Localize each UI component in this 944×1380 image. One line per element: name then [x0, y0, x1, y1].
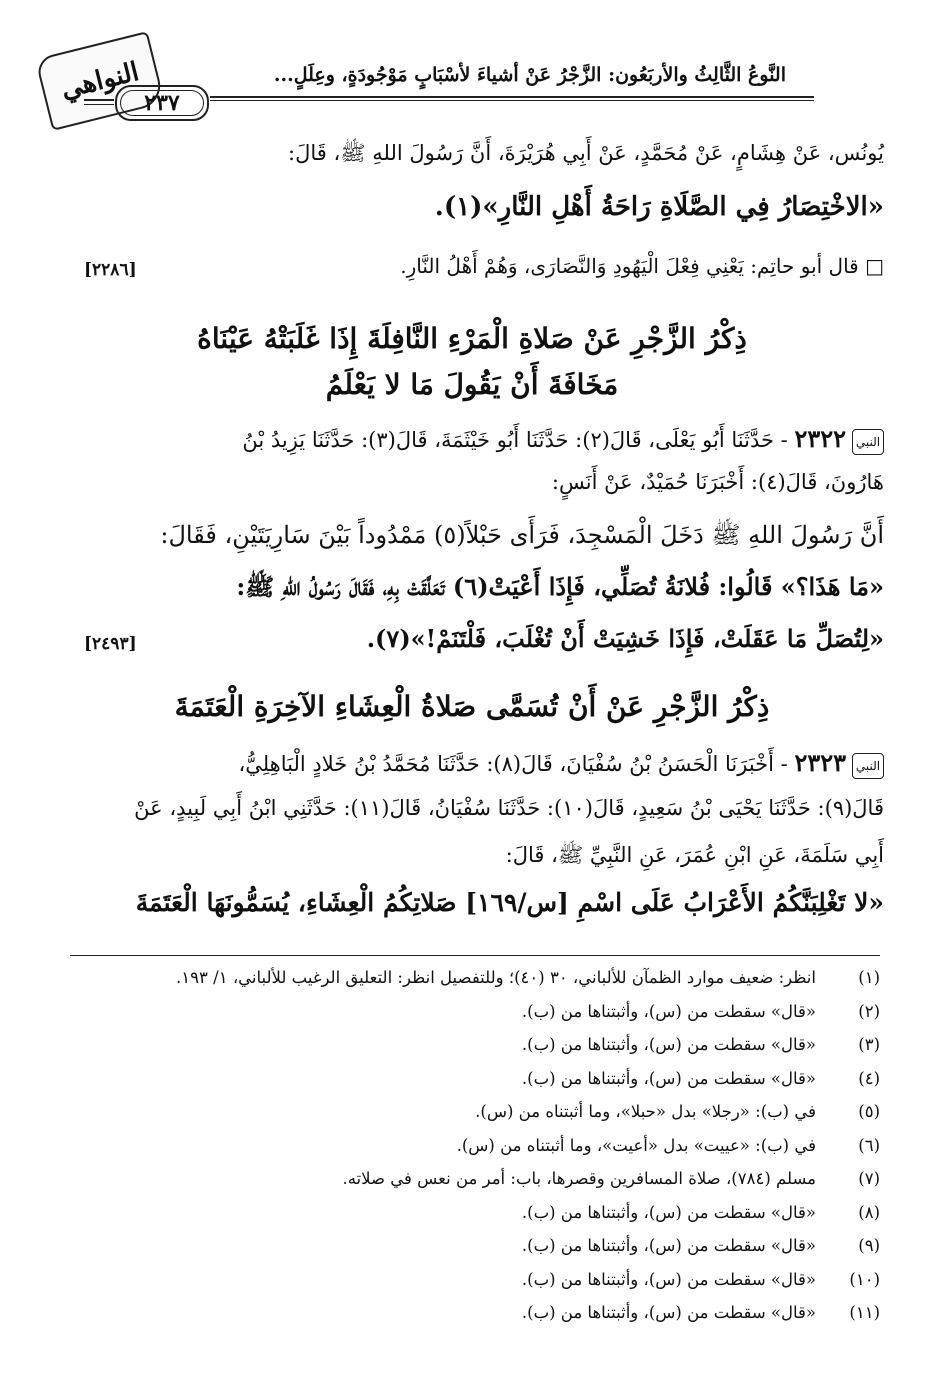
header-rule: [210, 96, 814, 98]
footnote-line: [80, 1236, 880, 1255]
section-heading: ذِكْرُ الزَّجْرِ عَنْ صَلاةِ الْمَرْءِ النَّافِلَةَ إِذَا غَلَبَتْهُ عَيْنَاهُ: [197, 322, 747, 355]
reference-number: [٢٢٨٦]: [84, 260, 137, 280]
footnote-number: (٨): [858, 1202, 880, 1222]
footnote-number: (٧): [858, 1169, 880, 1188]
isnad-text: - حَدَّثَنَا أَبُو يَعْلَى، قَالَ(٢): حَدَّثَنَا أَبُو خَيْثَمَةَ، قَالَ(٣): حَدَّثَنَا يَزِيدُ بْنُ: [242, 428, 788, 452]
footnote-line: [80, 1169, 880, 1188]
footnote-text: «قال» سقطت من (س)، وأثبتناها من (ب).: [521, 1001, 816, 1021]
footnote-line: [80, 1303, 880, 1322]
footnote-line: [80, 1203, 880, 1222]
header-left-rule-thin: [84, 104, 114, 105]
footnote-text: «قال» سقطت من (س)، وأثبتناها من (ب).: [521, 1269, 816, 1289]
footnote-number: (٣): [858, 1035, 880, 1054]
hadith-text-line: «مَا هَذَا؟» قَالُوا: فُلانَةُ تُصَلِّي، فَإِذَا أَعْيَتْ(٦) تَعَلَّقَتْ بِهِ، فَقَالَ رَسُولُ اللهِ ﷺ:: [236, 572, 884, 601]
hadith-number: ٢٣٢٢: [794, 424, 846, 453]
footnote-line: [80, 1002, 880, 1021]
running-header-title: النَّوعُ الثَّالِثُ والأربَعُون: الزَّجْرُ عَنْ أشياءَ لأسْبَابٍ مَوْجُودَةٍ، وعِلَلٍ...: [273, 64, 786, 86]
isnad-line: قَالَ(٩): حَدَّثَنَا يَحْيَى بْنُ سَعِيدٍ، قَالَ(١٠): حَدَّثَنَا سُفْيَانُ، قَالَ(١١): حَدَّثَنِي ابْنُ أَبِي لَبِيدٍ، عَنْ: [134, 796, 884, 820]
isnad-line: هَارُونَ، قَالَ(٤): أَخْبَرَنَا حُمَيْدٌ، عَنْ أَنَسٍ:: [551, 470, 884, 494]
page-number: ٢٣٧: [144, 90, 180, 116]
footnote-number: (٦): [858, 1135, 880, 1155]
footnote-line: [80, 1035, 880, 1054]
isnad-line: أَبِي سَلَمَةَ، عَنِ ابْنِ عُمَرَ، عَنِ النَّبِيِّ ﷺ، قَالَ:: [505, 843, 884, 867]
footnote-line: [80, 1069, 880, 1088]
footnote-text: «قال» سقطت من (س)، وأثبتناها من (ب).: [521, 1035, 816, 1054]
footnote-number: (١): [858, 968, 880, 987]
isnad-line: [80, 424, 884, 455]
footnote-text: «قال» سقطت من (س)، وأثبتناها من (ب).: [521, 1068, 816, 1088]
footnote-text: «قال» سقطت من (س)، وأثبتناها من (ب).: [521, 1236, 816, 1255]
footnote-line: [80, 968, 880, 987]
hadith-text-line: أَنَّ رَسُولَ اللهِ ﷺ دَخَلَ الْمَسْجِدَ، فَرَأَى حَبْلاً(٥) مَمْدُوداً بَيْنَ سَارِيَتَيْنِ، فَقَالَ:: [160, 521, 884, 549]
footnote-line: [80, 1102, 880, 1121]
commentary-line: □ قال أبو حاتِم: يَعْنِي فِعْلَ الْيَهُودِ وَالنَّصَارَى، وَهُمْ أَهْلُ النَّارِ.: [400, 254, 884, 278]
hadith-text-line: «لِتُصَلِّ مَا عَقَلَتْ، فَإِذَا خَشِيَتْ أَنْ تُغْلَبَ، فَلْتَنَمْ!»(٧).: [366, 624, 884, 653]
footnote-number: (٤): [858, 1068, 880, 1088]
footnote-text: مسلم (٧٨٤)، صلاة المسافرين وقصرها، باب: أمر من نعس في صلاته.: [342, 1169, 816, 1188]
footnote-line: [80, 1270, 880, 1289]
footnote-text: انظر: ضعيف موارد الظمآن للألباني، ٣٠ (٤٠)؛ وللتفصيل انظر: التعليق الرغيب للألباني، ١/ ١٩٣.: [176, 968, 816, 987]
section-heading: ذِكْرُ الزَّجْرِ عَنْ أَنْ تُسَمَّى صَلاةُ الْعِشَاءِ الآخِرَةِ الْعَتَمَةَ: [174, 690, 770, 723]
isnad-line: [80, 748, 884, 779]
hadith-badge-icon: النبي: [852, 429, 884, 455]
footnote-text: في (ب): «عييت» بدل «أعيت»، وما أثبتناه من (س).: [456, 1135, 816, 1155]
section-heading: مَخَافَةَ أَنْ يَقُولَ مَا لا يَعْلَمُ: [325, 368, 619, 401]
page-number-box: [115, 85, 209, 121]
footnote-number: (٢): [858, 1001, 880, 1021]
footnote-separator: [70, 955, 880, 956]
footnote-number: (٩): [858, 1236, 880, 1255]
chapter-tag-label: النواهي: [58, 56, 142, 106]
footnote-text: «قال» سقطت من (س)، وأثبتناها من (ب).: [521, 1303, 816, 1322]
footnote-number: (٥): [858, 1102, 880, 1121]
reference-number: [٢٤٩٣]: [84, 634, 137, 654]
footnote-number: (١٠): [849, 1269, 880, 1289]
hadith-number: ٢٣٢٣: [794, 748, 846, 777]
footnote-text: «قال» سقطت من (س)، وأثبتناها من (ب).: [521, 1202, 816, 1222]
hadith-badge-icon: النبي: [852, 753, 884, 779]
isnad-text: - أَخْبَرَنَا الْحَسَنُ بْنُ سُفْيَانَ، قَالَ(٨): حَدَّثَنَا مُحَمَّدُ بْنُ خَلادٍ الْبَاهِلِيُّ،: [238, 752, 788, 776]
footnote-text: في (ب): «رجلا» بدل «حبلا»، وما أثبتناه من (س).: [475, 1102, 816, 1121]
footnote-line: [80, 1136, 880, 1155]
footnote-number: (١١): [849, 1303, 880, 1322]
header-rule-thin: [210, 100, 814, 101]
hadith-text-line: «الاخْتِصَارُ فِي الصَّلَاةِ رَاحَةُ أَهْلِ النَّارِ»(١).: [434, 192, 884, 222]
header-left-rule: [84, 99, 114, 101]
hadith-text-line: «لا تَغْلِبَنَّكُمُ الأَعْرَابُ عَلَى اسْمِ [س/١٦٩] صَلاتِكُمُ الْعِشَاءِ، يُسَمُّونَهَا الْعَتَمَةَ: [135, 888, 884, 917]
isnad-line: يُونُس، عَنْ هِشَامٍ، عَنْ مُحَمَّدٍ، عَنْ أَبِي هُرَيْرَةَ، أَنَّ رَسُولَ اللهِ ﷺ، قَالَ:: [288, 141, 884, 165]
